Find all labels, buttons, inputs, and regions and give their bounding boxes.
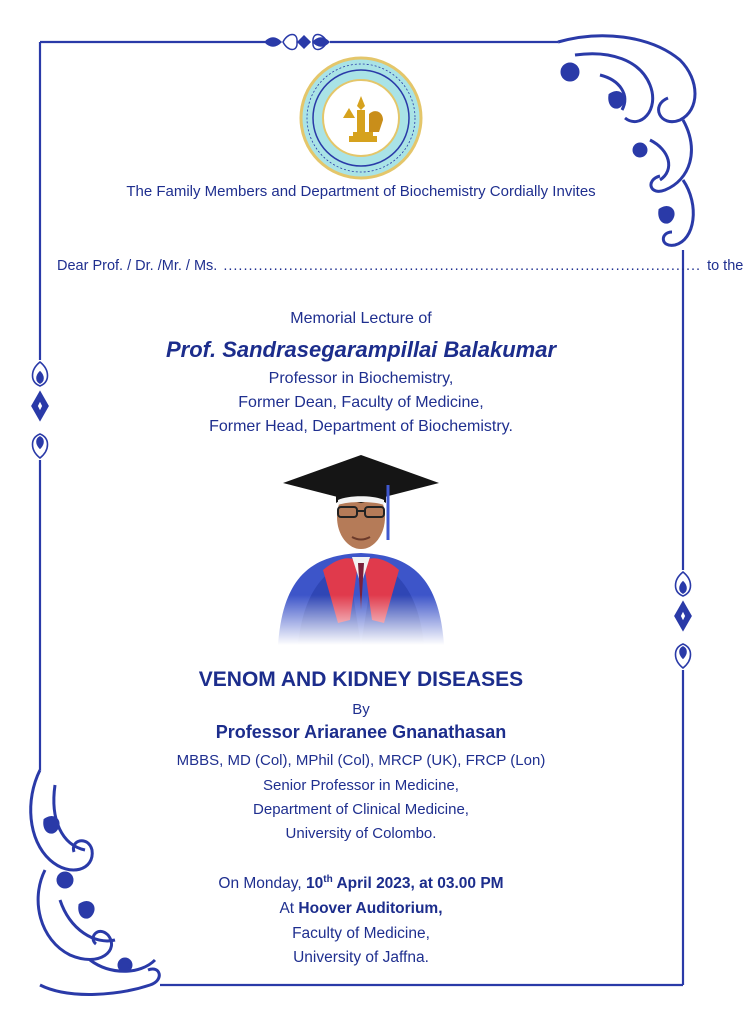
honoree-title: Professor in Biochemistry, bbox=[268, 370, 454, 387]
venue-name: Hoover Auditorium, bbox=[298, 900, 443, 917]
top-right-corner-flourish bbox=[558, 36, 695, 246]
date-prefix: On Monday, bbox=[218, 875, 302, 893]
right-ornament bbox=[675, 572, 691, 668]
invitation-line: The Family Members and Department of Biochemistry Cordially Invites bbox=[126, 183, 596, 200]
speaker-title: Senior Professor in Medicine, bbox=[263, 777, 459, 794]
date-rest: April 2023, at 03.00 PM bbox=[336, 875, 504, 893]
venue-faculty: Faculty of Medicine, bbox=[292, 925, 430, 942]
venue-university: University of Jaffna. bbox=[293, 949, 429, 966]
event-date bbox=[0, 874, 722, 893]
speaker-department: Department of Clinical Medicine, bbox=[253, 801, 469, 818]
speaker-name: Professor Ariaranee Gnanathasan bbox=[215, 722, 507, 742]
honoree-title: Former Head, Department of Biochemistry. bbox=[209, 418, 513, 435]
salutation-line bbox=[57, 258, 743, 274]
venue-prefix: At bbox=[279, 900, 295, 917]
honoree-name: Prof. Sandrasegarampillai Balakumar bbox=[165, 337, 557, 362]
event-venue bbox=[0, 900, 722, 918]
university-seal-icon bbox=[299, 56, 423, 180]
top-knot-ornament bbox=[265, 35, 329, 50]
memorial-heading: Memorial Lecture of bbox=[290, 310, 432, 327]
speaker-university: University of Colombo. bbox=[285, 825, 437, 842]
speaker-credentials: MBBS, MD (Col), MPhil (Col), MRCP (UK), FRCP (Lon) bbox=[176, 752, 546, 769]
honoree-title: Former Dean, Faculty of Medicine, bbox=[238, 394, 484, 411]
salutation-prefix: Dear Prof. / Dr. /Mr. / Ms. bbox=[57, 258, 218, 274]
honoree-portrait bbox=[268, 445, 454, 645]
date-day: 10 bbox=[306, 875, 324, 893]
talk-title: VENOM AND KIDNEY DISEASES bbox=[198, 668, 524, 691]
date-suffix: th bbox=[323, 874, 333, 885]
name-blank: ............................................................................................... bbox=[223, 258, 702, 274]
salutation-suffix: to the bbox=[707, 258, 743, 274]
by-label: By bbox=[352, 701, 370, 718]
